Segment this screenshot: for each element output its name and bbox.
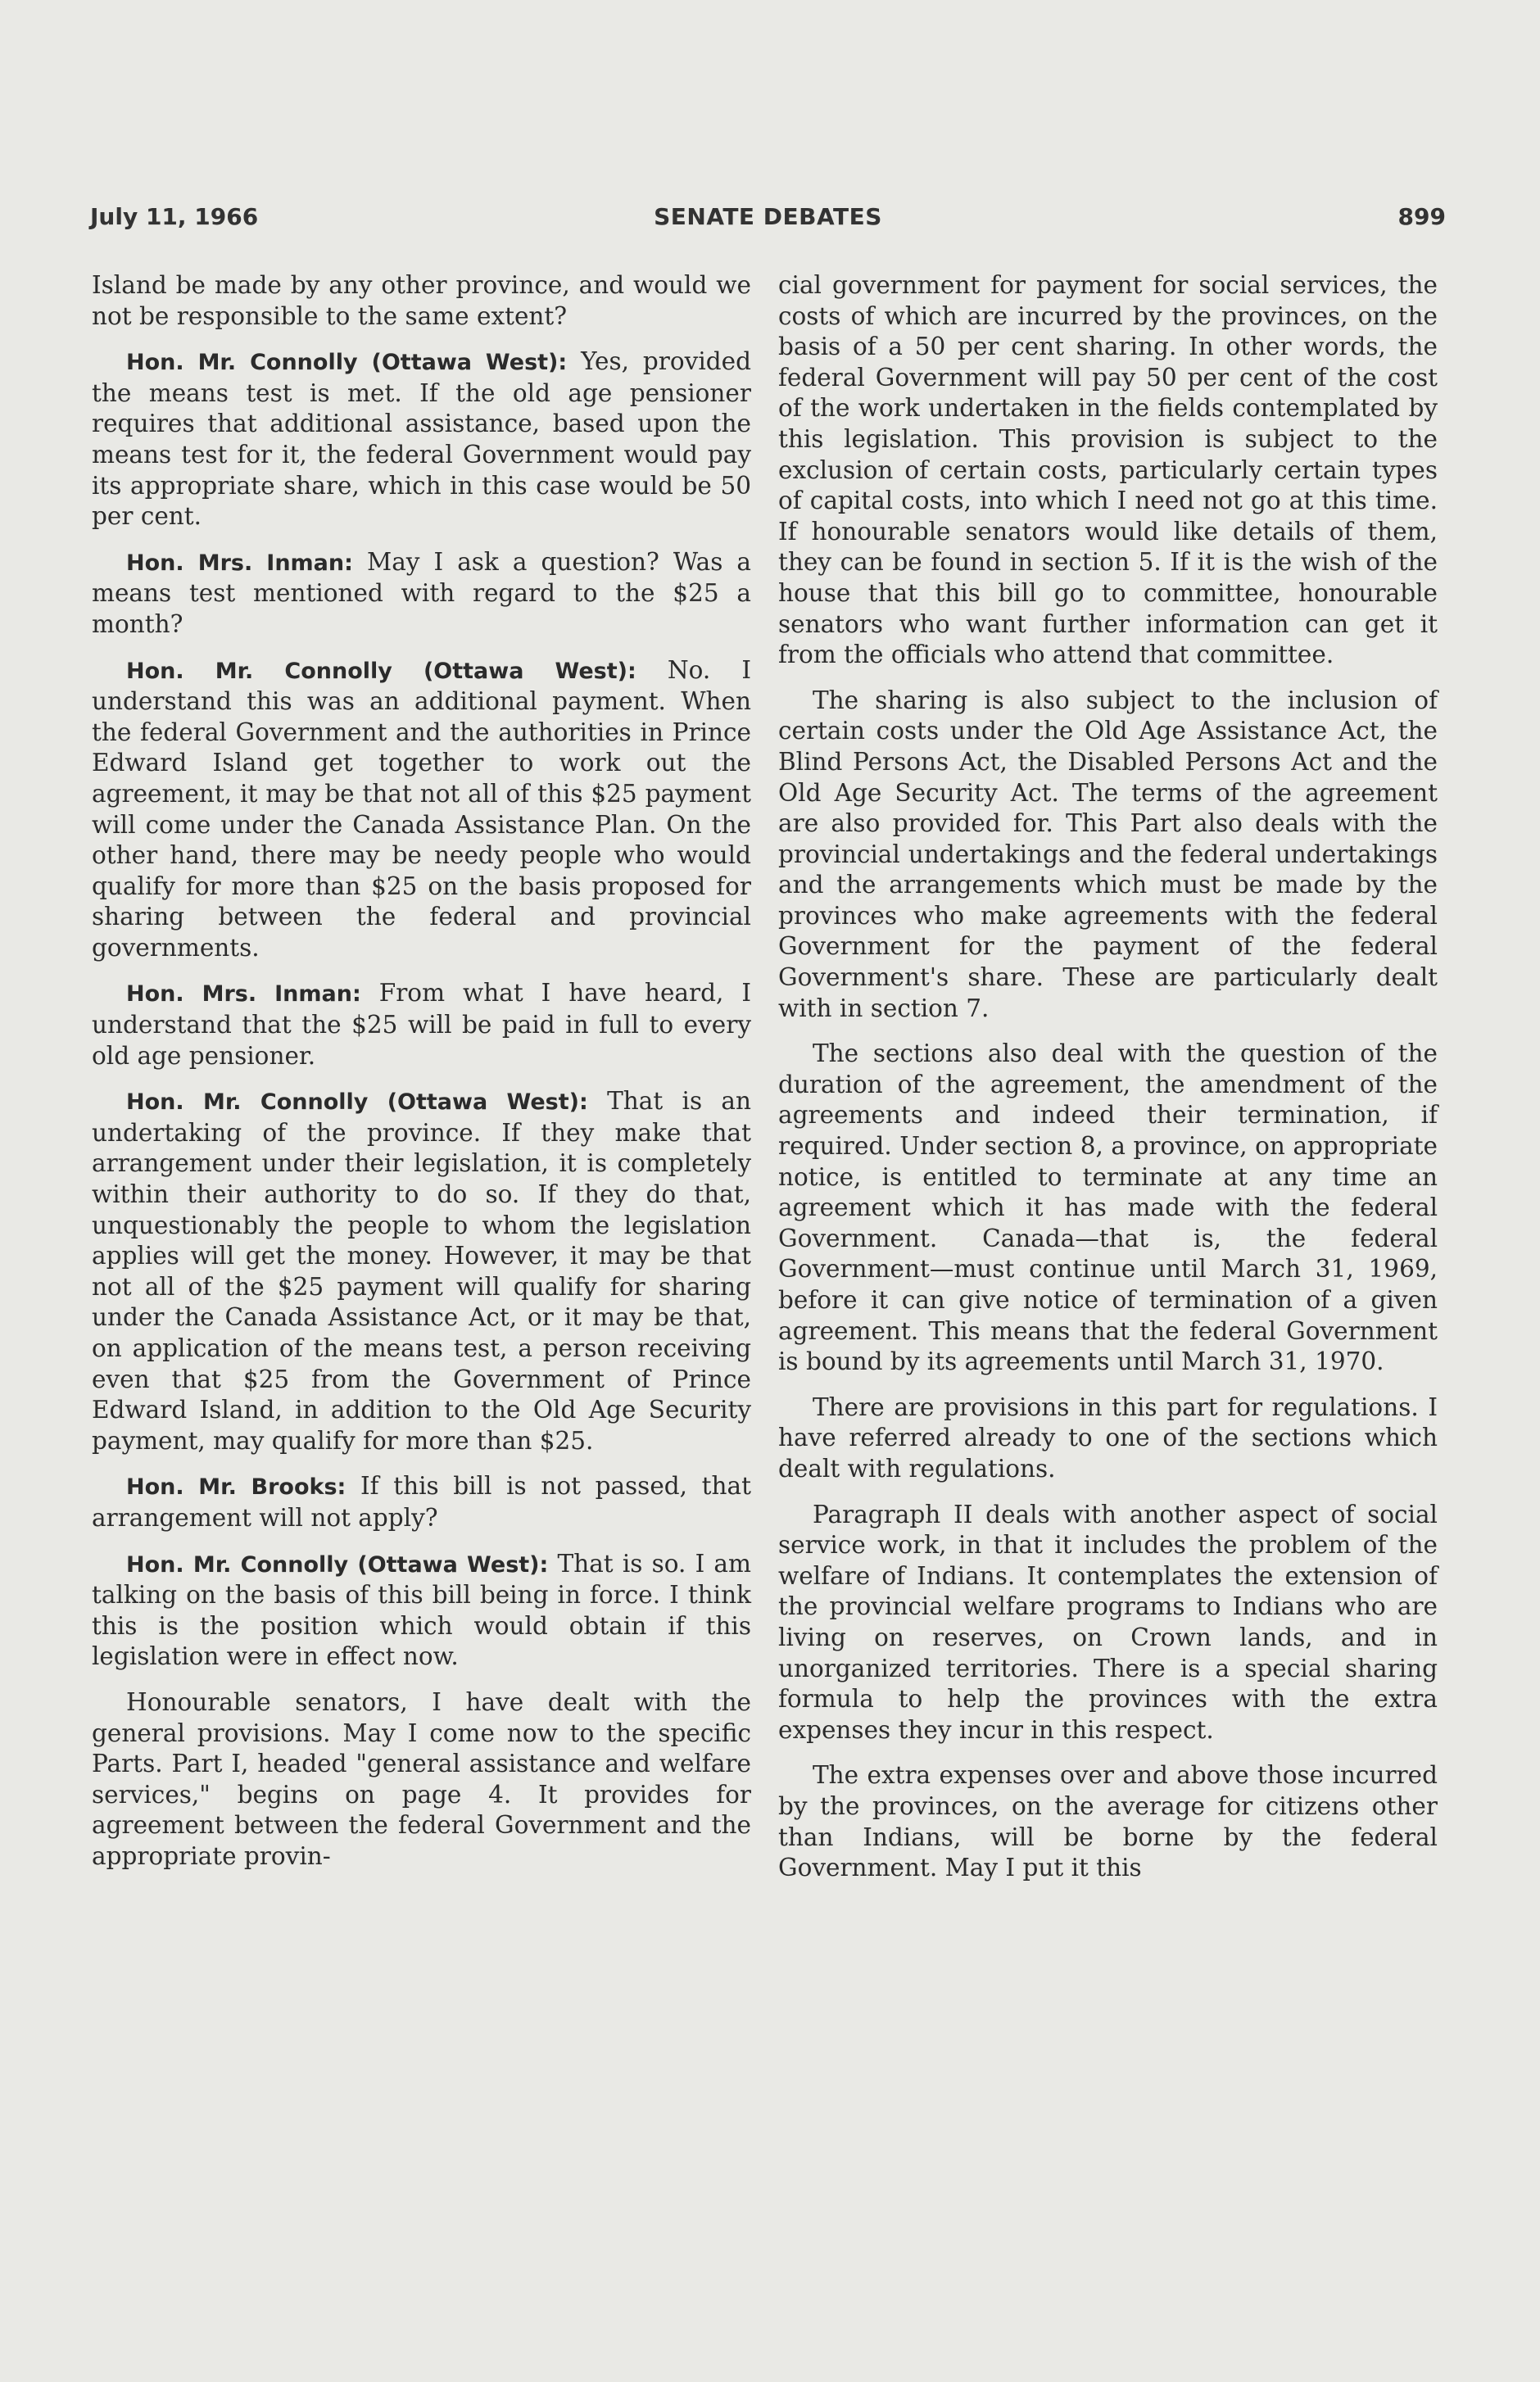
paragraph-text: Yes, provided the means test is met. If the old age pensioner requires that additional assistance, based upon the means test for it, the federal Government would pay its appropriate share, which in this case would be 50 per cent. xyxy=(92,347,751,531)
paragraph xyxy=(92,1086,751,1456)
paragraph xyxy=(778,1760,1438,1883)
speaker-name: Hon. Mr. Connolly (Ottawa West): xyxy=(126,1089,588,1116)
paragraph-text: Paragraph II deals with another aspect of social service work, in that it includes the problem of the welfare of Indians. It contemplates the extension of the provincial welfare programs to Indians who are living on reserves, on Crown lands, and in unorganized territories. There is a special sharing formula to help the provinces with the extra expenses they incur in this respect. xyxy=(778,1500,1438,1744)
paragraph-text: There are provisions in this part for regulations. I have referred already to one of the sections which dealt with regulations. xyxy=(778,1393,1438,1483)
paragraph-text: Island be made by any other province, and would we not be responsible to the same extent? xyxy=(92,271,751,330)
paragraph xyxy=(92,346,751,532)
paragraph-text: cial government for payment for social services, the costs of which are incurred by the provinces, on the basis of a 50 per cent sharing. In other words, the federal Government will pay 50 per cent of the cost of the work undertaken in the fields contemplated by this legislation. This provision is subject to the exclusion of certain costs, particularly certain types of capital costs, into which I need not go at this time. If honourable senators would like details of them, they can be found in section 5. If it is the wish of the house that this bill go to committee, honourable senators who want further information can get it from the officials who attend that committee. xyxy=(778,271,1438,669)
paragraph xyxy=(92,1549,751,1673)
left-column xyxy=(92,270,751,1887)
header-date: July 11, 1966 xyxy=(90,203,259,230)
paragraph xyxy=(778,270,1438,671)
paragraph-text: The sections also deal with the question of the duration of the agreement, the amendment of the agreements and indeed their termination, if required. Under section 8, a province, on appropriate notice, is entitled to terminate at any time an agreement which it has made with the federal Government. Canada—that is, the federal Government—must continue until March 31, 1969, before it can give notice of termination of a given agreement. This means that the federal Government is bound by its agreements until March 31, 1970. xyxy=(778,1039,1438,1376)
speaker-name: Hon. Mr. Connolly (Ottawa West): xyxy=(126,350,568,376)
paragraph-text: That is so. I am talking on the basis of this bill being in force. I think this is the position which would obtain if this legislation were in effect now. xyxy=(92,1549,751,1671)
paragraph-text: May I ask a question? Was a means test mentioned with regard to the $25 a month? xyxy=(92,547,752,638)
paragraph-text: No. I understand this was an additional payment. When the federal Government and the authorities in Prince Edward Island get together to work out the agreement, it may be that not all of this $25 payment will come under the Canada Assistance Plan. On the other hand, there may be needy people who would qualify for more than $25 on the basis proposed for sharing between the federal and provincial governments. xyxy=(92,655,751,962)
paragraph xyxy=(92,547,751,641)
paragraph xyxy=(778,1393,1438,1485)
paragraph xyxy=(778,1039,1438,1378)
paragraph xyxy=(92,1471,751,1533)
paragraph xyxy=(778,1500,1438,1746)
speaker-name: Hon. Mr. Brooks: xyxy=(126,1474,346,1501)
paragraph-text: If this bill is not passed, that arrangement will not apply? xyxy=(92,1472,751,1532)
page-number: 899 xyxy=(1397,203,1446,230)
paragraph-text: From what I have heard, I understand that the $25 will be paid in full to every old age pensioner. xyxy=(92,979,752,1070)
speaker-name: Hon. Mrs. Inman: xyxy=(126,550,353,576)
paragraph-text: The extra expenses over and above those incurred by the provinces, on the average for citizens other than Indians, will be borne by the federal Government. May I put it this xyxy=(778,1761,1438,1882)
paragraph xyxy=(92,270,751,332)
right-column xyxy=(778,270,1438,1899)
speaker-name: Hon. Mrs. Inman: xyxy=(126,981,361,1008)
publication-title: SENATE DEBATES xyxy=(654,203,882,230)
paragraph-text: That is an undertaking of the province. If they make that arrangement under their legislation, it is completely within their authority to do so. If they do that, unquestionably the people to whom the legislation applies will get the money. However, it may be that not all of the $25 payment will qualify for sharing under the Canada Assistance Act, or it may be that, on application of the means test, a person receiving even that $25 from the Government of Prince Edward Island, in addition to the Old Age Security payment, may qualify for more than $25. xyxy=(92,1087,751,1455)
paragraph xyxy=(778,686,1438,1025)
paragraph-text: The sharing is also subject to the inclusion of certain costs under the Old Age Assistance Act, the Blind Persons Act, the Disabled Persons Act and the Old Age Security Act. The terms of the agreement are also provided for. This Part also deals with the provincial undertakings and the federal undertakings and the arrangements which must be made by the provinces who make agreements with the federal Government for the payment of the federal Government's share. These are particularly dealt with in section 7. xyxy=(778,686,1438,1022)
speaker-name: Hon. Mr. Connolly (Ottawa West): xyxy=(126,658,636,684)
paragraph xyxy=(92,655,751,964)
paragraph-text: Honourable senators, I have dealt with the general provisions. May I come now to the specific Parts. Part I, headed "general assistance and welfare services," begins on page 4. It provides for agreement between the federal Government and the appropriate provin- xyxy=(92,1687,751,1870)
speaker-name: Hon. Mr. Connolly (Ottawa West): xyxy=(126,1551,549,1578)
paragraph xyxy=(92,978,751,1071)
page-header xyxy=(90,203,1446,239)
paragraph xyxy=(92,1687,751,1873)
